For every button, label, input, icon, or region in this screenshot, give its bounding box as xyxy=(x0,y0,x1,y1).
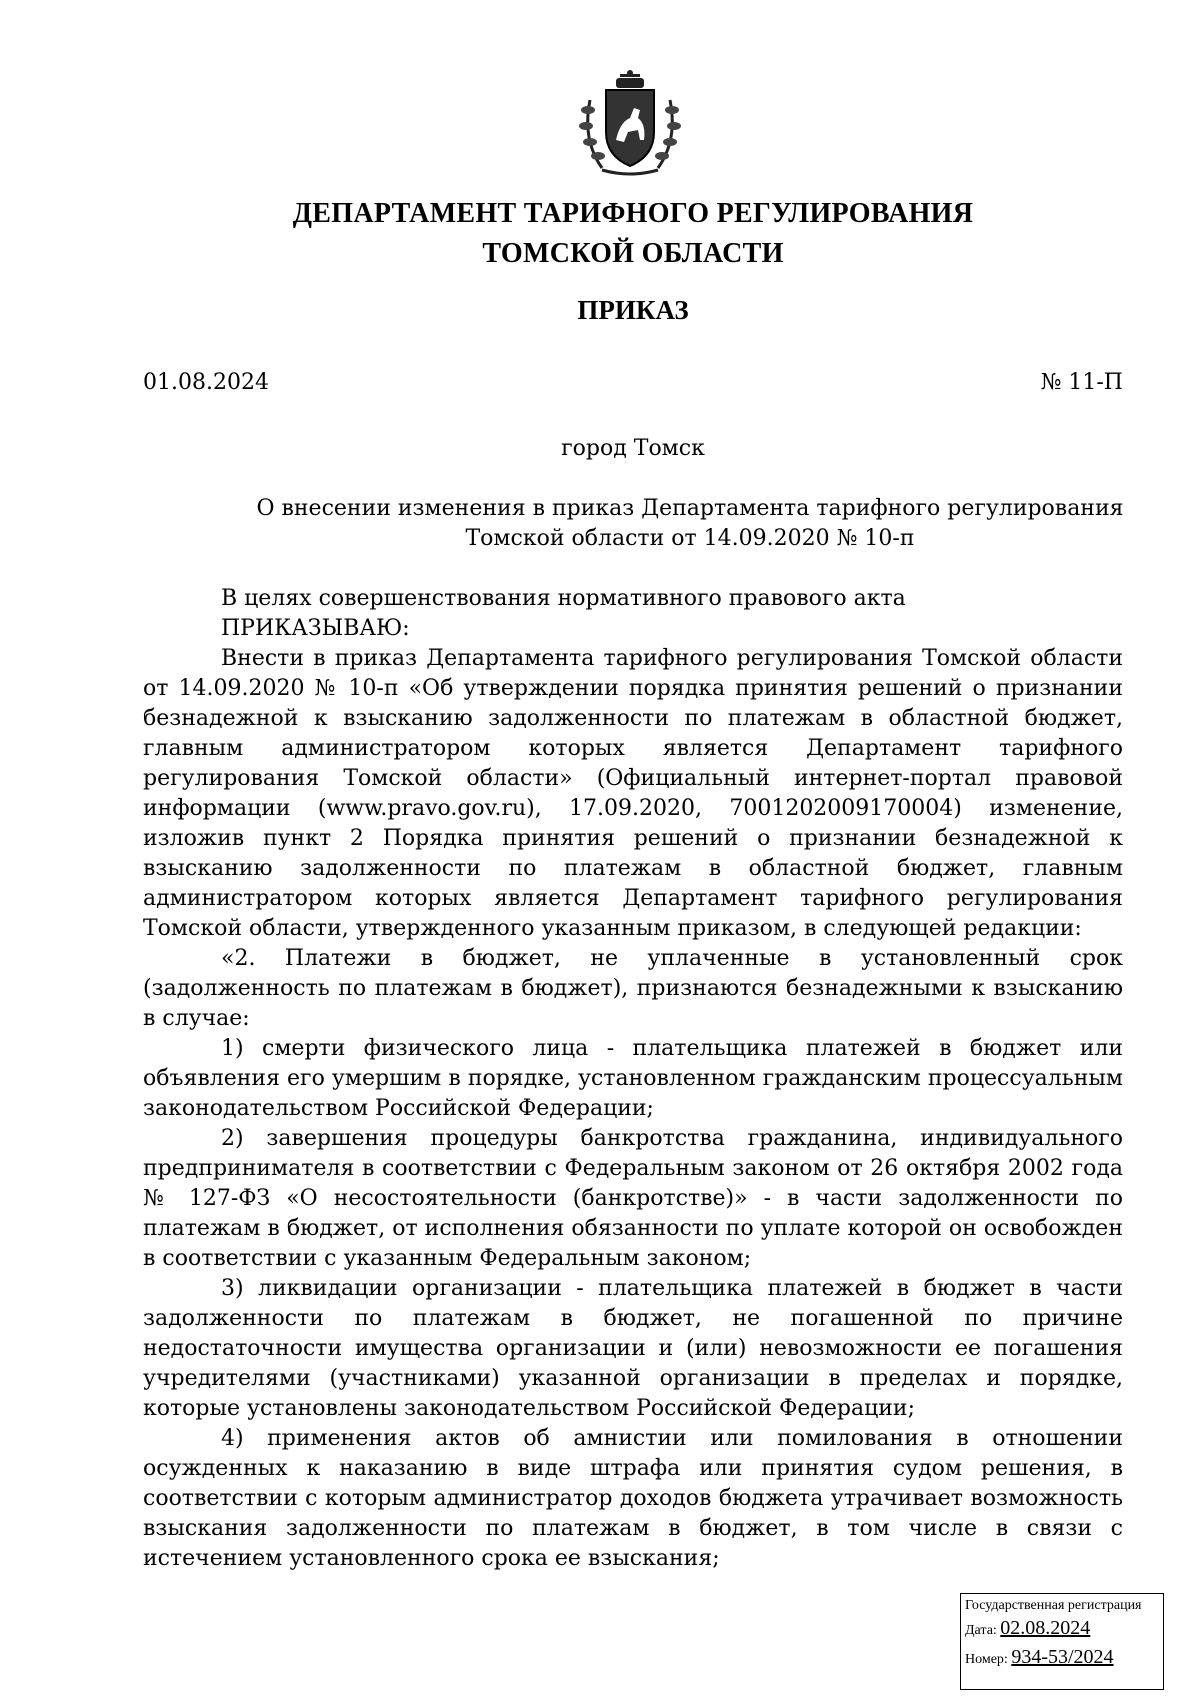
department-title xyxy=(0,194,1200,274)
list-item: 2) завершения процедуры банкротства гражданина, индивидуального предпринимателя в соответствии с Федеральным законом от 26 октября 2002 года № 127-ФЗ «О несостоятельности (банкротстве)» - в части задолженности по платежам в бюджет, от исполнения обязанности по уплате которой он освобожден в соответствии с указанным Федеральным законом; xyxy=(143,1126,1123,1271)
list-item: 4) применения актов об амнистии или помилования в отношении осужденных к наказанию в виде штрафа или принятия судом решения, в соответствии с которым администратор доходов бюджета утрачивает возможность взыскания задолженности по платежам в бюджет, в том числе в связи с истечением установленного срока ее взыскания; xyxy=(143,1426,1123,1571)
registration-title: Государственная регистрация xyxy=(965,1598,1142,1613)
department-title-line2: ТОМСКОЙ ОБЛАСТИ xyxy=(482,238,784,269)
preamble: В целях совершенствования нормативного правового акта xyxy=(221,586,906,611)
order-subject xyxy=(190,494,1190,554)
registration-date-value: 02.08.2024 xyxy=(1000,1617,1091,1639)
list-item: 1) смерти физического лица - плательщика платежей в бюджет или объявления его умершим в порядке, установленном гражданским процессуальным законодательством Российской Федерации; xyxy=(143,1036,1123,1121)
paragraph-amendment: Внести в приказ Департамента тарифного регулирования Томской области от 14.09.2020 № 10-п «Об утверждении порядка принятия решений о признании безнадежной к взысканию задолженности по платежам в областной бюджет, главным администратором которых является Департамент тарифного регулирования Томской области» (Официальный интернет-портал правовой информации (www.pravo.gov.ru), 17.09.2020, 7001202009170004) изменение, изложив пункт 2 Порядка принятия решений о признании безнадежной к взысканию задолженности по платежам в областной бюджет, главным администратором которых является Департамент тарифного регулирования Томской области, утвержденного указанным приказом, в следующей редакции: xyxy=(143,646,1123,941)
registration-stamp xyxy=(960,1593,1164,1690)
document-type: ПРИКАЗ xyxy=(577,295,689,325)
order-number: № 11-П xyxy=(1040,370,1123,395)
subject-line2: Томской области от 14.09.2020 № 10-п xyxy=(465,526,915,551)
city: город Томск xyxy=(561,436,705,461)
paragraph-item-2: «2. Платежи в бюджет, не уплаченные в установленный срок (задолженность по платежам в бюджет), признаются безнадежными к взысканию в случае: xyxy=(143,946,1123,1031)
order-date: 01.08.2024 xyxy=(143,370,269,395)
order-word: ПРИКАЗЫВАЮ: xyxy=(221,616,410,641)
list-item: 3) ликвидации организации - плательщика платежей в бюджет в части задолженности по платежам в бюджет, не погашенной по причине недостаточности имущества организации и (или) невозможности ее погашения учредителями (участниками) указанной организации в пределах и порядке, которые установлены законодательством Российской Федерации; xyxy=(143,1276,1123,1421)
registration-date-label: Дата: xyxy=(965,1623,997,1638)
order-body xyxy=(143,584,1123,1574)
registration-date-row xyxy=(965,1615,1159,1644)
subject-line1: О внесении изменения в приказ Департамента тарифного регулирования xyxy=(256,496,1124,521)
department-title-line1: ДЕПАРТАМЕНТ ТАРИФНОГО РЕГУЛИРОВАНИЯ xyxy=(292,198,974,229)
registration-number-value: 934-53/2024 xyxy=(1011,1646,1114,1668)
registration-number-label: Номер: xyxy=(965,1652,1008,1667)
coat-of-arms-icon xyxy=(572,70,688,178)
registration-number-row xyxy=(965,1644,1159,1673)
